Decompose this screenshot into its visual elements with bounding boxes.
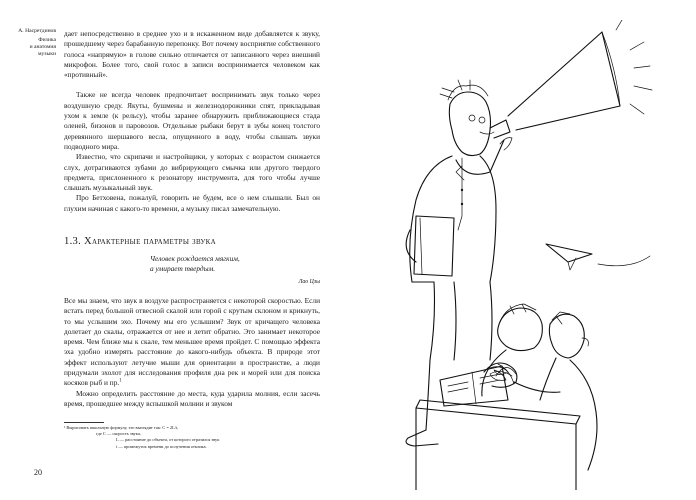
seated-students [416, 304, 597, 490]
footnote-line: L — расстояние до объекта, от которого отразился звук [116, 437, 220, 443]
standing-man [406, 80, 512, 446]
epigraph-line: Человек рождается мягким, [150, 254, 240, 263]
paragraph: Известно, что скрипачи и настройщики, у которых с возрастом снижается слух, дотрагиваются зубами до вибрирующего смычка или другого твердого предмета, прислоненного к резонатору инструмента, для того чтобы лучше слышать музыкальный звук. [64, 152, 320, 193]
footnote-line: где C — скорость звука, [96, 431, 141, 437]
footnote-line: ¹ Вырисовать школьную формулу, это выглядит так: C = 2L/t, [64, 425, 179, 430]
text-column-top [64, 29, 320, 214]
epigraph [150, 254, 320, 287]
paper-plane-icon [546, 244, 650, 270]
paragraph: Про Бетховена, пожалуй, говорить не будем, все о нем слышали. Был он глухим начиная с какого-то времени, а музыку писал замечательную. [64, 193, 320, 213]
running-title-line1: Физика [38, 37, 56, 43]
text-column-bottom [64, 296, 320, 409]
paragraph [64, 296, 320, 389]
running-author: А. Насретдинов [18, 28, 56, 34]
footnote-ref[interactable]: 1 [119, 378, 122, 384]
footnote [64, 425, 320, 450]
page-number: 20 [34, 468, 42, 477]
section-heading: 1.3. Характерные параметры звука [64, 236, 216, 247]
margin-note [6, 28, 56, 58]
paragraph: Можно определить расстояние до места, куда ударила молния, если засечь время, прошедшее между вспышкой молнии и звуком [64, 388, 320, 408]
running-title-line3: музыки [37, 51, 56, 57]
megaphone-icon [508, 20, 652, 130]
footnote-line: t — промежуток времени до получения отклика. [116, 443, 207, 449]
illustration-shouting-man [330, 20, 696, 490]
paragraph-text: Все мы знаем, что звук в воздухе распространяется с некоторой скоростью. Если встать перед большой отвесной скалой или горой с крутым склоном и крикнуть, то мы услышим эхо. Почему мы его услышим? Звук от кричащего человека долетает до скалы, отражается от нее и летит обратно. Это занимает некоторое время. Чем ближе мы к скале, тем меньшее время пройдет. С помощью эффекта эха удобно измерять расстояние до какого-нибудь объекта. В природе этот эффект используют летучие мыши для ориентации в пространстве, а люди придумали эхолот для исследования профиля дна рек и морей или для поиска косяков рыб и пр. [64, 296, 320, 388]
epigraph-author: Лао Цзы [298, 278, 320, 285]
paragraph: дает непосредственно в среднее ухо и в искаженном виде добавляется к звуку, прошедшему через барабанную перепонку. Вот почему восприятие собственного голоса «напрямую» в голове сильно отличается от записанного через внешний микрофон. Более того, свой голос в записи воспринимается человеком как «противный». [64, 29, 320, 80]
footnote-divider [64, 422, 104, 423]
running-title-line2: и анатомия [29, 44, 56, 50]
paragraph: Также не всегда человек предпочитает воспринимать звук только через воздушную среду. Якуты, бушмены и железнодорожники спят, прикладывая ухом к земле (к рельсу), чтобы заранее обнаружить приближающиеся стада оленей, бизонов и паровозов. Отдельные рыбаки берут в зубы конец толстого деревянного шершавого весла, опущенного в воду, чтобы слышать звуки подводного мира. [64, 90, 320, 151]
epigraph-line: а умирает твердым. [150, 264, 216, 274]
